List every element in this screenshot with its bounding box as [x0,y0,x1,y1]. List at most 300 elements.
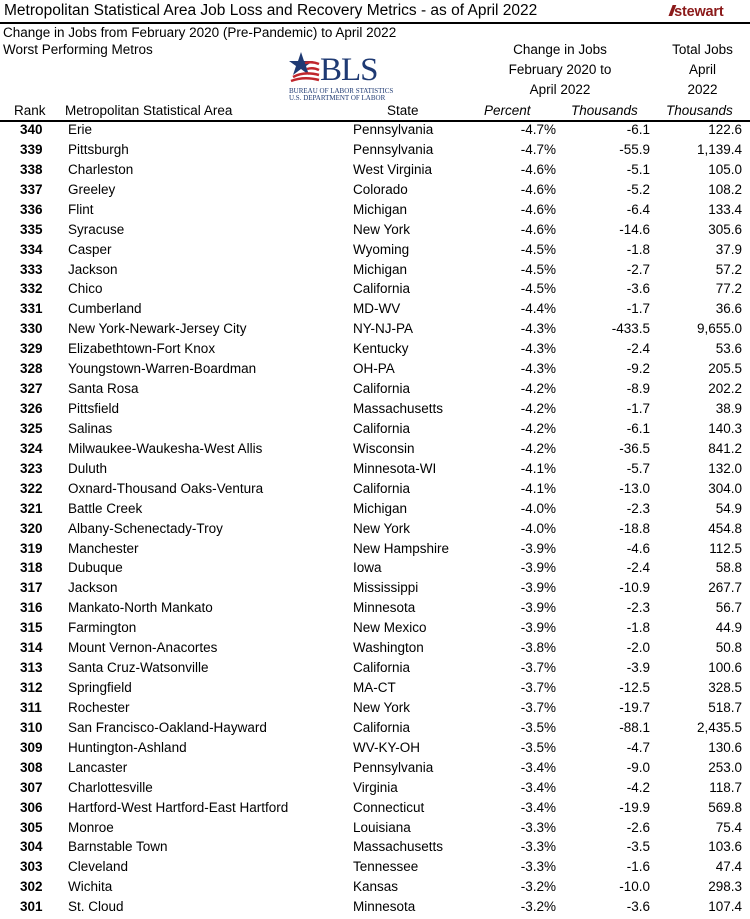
area-cell: New York-Newark-Jersey City [68,321,247,337]
area-cell: Rochester [68,699,130,715]
thousands-cell: -6.1 [626,122,650,137]
table-row [0,720,750,740]
area-cell: Cleveland [68,859,129,875]
thousands-cell: -1.8 [626,241,650,257]
table-row [0,640,750,660]
table-row [0,421,750,441]
total-cell: 56.7 [715,600,742,616]
total-cell: 58.8 [715,560,742,576]
area-cell: Pittsfield [68,401,120,417]
total-header-line2: April [688,62,716,77]
area-cell: Huntington-Ashland [68,739,187,755]
rank-cell: 306 [20,799,43,815]
total-cell: 53.6 [715,341,742,357]
area-cell: Duluth [68,460,108,476]
table-row [0,481,750,501]
total-cell: 47.4 [715,859,742,875]
thousands-cell: -19.7 [619,699,650,715]
area-cell: Flint [68,201,94,217]
thousands-cell: -10.9 [619,580,650,596]
state-cell: OH-PA [353,361,395,377]
rank-cell: 337 [20,181,43,197]
percent-cell: -4.6% [520,181,556,197]
percent-cell: -3.9% [520,580,556,596]
rank-cell: 310 [20,719,43,735]
total-cell: 57.2 [715,261,742,277]
total-cell: 122.6 [708,122,742,137]
state-cell: Massachusetts [353,401,444,417]
rank-cell: 333 [20,261,43,277]
percent-cell: -4.3% [520,321,556,337]
table-row [0,501,750,521]
percent-cell: -4.5% [520,261,556,277]
area-cell: Farmington [68,620,137,636]
percent-cell: -3.4% [520,779,556,795]
rank-cell: 320 [20,520,43,536]
thousands-cell: -1.7 [626,401,650,417]
thousands-cell: -14.6 [619,221,650,237]
thousands-cell: -10.0 [619,879,650,895]
area-cell: Albany-Schenectady-Troy [68,520,223,536]
stewart-logo [669,4,723,20]
state-cell: Michigan [353,500,408,516]
rank-cell: 334 [20,241,43,257]
total-cell: 205.5 [708,361,742,377]
total-cell: 50.8 [715,640,742,656]
table-row [0,541,750,561]
rank-cell: 307 [20,779,43,795]
rank-cell: 325 [20,420,43,436]
col-header-state: State [387,103,419,118]
rank-cell: 328 [20,361,43,377]
total-cell: 100.6 [708,660,742,676]
table-row [0,760,750,780]
state-cell: West Virginia [353,161,433,177]
table-row [0,740,750,760]
thousands-cell: -12.5 [619,680,650,696]
col-header-rank: Rank [14,103,46,118]
total-cell: 37.9 [715,241,742,257]
change-header-line2: February 2020 to [508,62,612,77]
percent-cell: -4.0% [520,500,556,516]
table-row [0,381,750,401]
state-cell: California [353,281,411,297]
table-row [0,281,750,301]
percent-cell: -3.4% [520,799,556,815]
state-cell: Pennsylvania [353,122,434,137]
thousands-cell: -3.9 [626,660,650,676]
area-cell: Springfield [68,680,132,696]
rank-cell: 303 [20,859,43,875]
rank-cell: 332 [20,281,43,297]
rank-cell: 319 [20,540,43,556]
bls-line2: U.S. DEPARTMENT OF LABOR [289,94,386,102]
rank-cell: 335 [20,221,43,237]
percent-cell: -3.9% [520,620,556,636]
state-cell: New York [353,699,411,715]
stewart-slash-icon: /// [669,4,673,20]
percent-cell: -4.1% [520,480,556,496]
percent-cell: -3.2% [520,879,556,895]
percent-cell: -3.3% [520,859,556,875]
col-header-percent: Percent [484,103,531,118]
total-cell: 36.6 [715,301,742,317]
col-header-area: Metropolitan Statistical Area [65,103,233,118]
state-cell: New Hampshire [353,540,450,556]
rank-cell: 329 [20,341,43,357]
state-cell: New Mexico [353,620,427,636]
total-cell: 202.2 [708,381,742,397]
state-cell: Iowa [353,560,382,576]
area-cell: Elizabethtown-Fort Knox [68,341,216,357]
percent-cell: -3.8% [520,640,556,656]
percent-cell: -4.3% [520,361,556,377]
rank-cell: 315 [20,620,43,636]
percent-cell: -4.2% [520,440,556,456]
total-cell: 77.2 [715,281,742,297]
total-cell: 103.6 [708,839,742,855]
table-row [0,879,750,899]
area-cell: Cumberland [68,301,142,317]
area-cell: Dubuque [68,560,123,576]
rank-cell: 308 [20,759,43,775]
table-row [0,820,750,840]
area-cell: Jackson [68,261,118,277]
area-cell: Casper [68,241,112,257]
state-cell: Mississippi [353,580,419,596]
percent-cell: -3.5% [520,719,556,735]
state-cell: Wyoming [353,241,410,257]
state-cell: WV-KY-OH [353,739,421,755]
table-row [0,262,750,282]
state-cell: Michigan [353,261,408,277]
thousands-cell: -4.7 [626,739,650,755]
rank-cell: 301 [20,899,43,915]
state-cell: Pennsylvania [353,141,434,157]
subtitle-change: Change in Jobs from February 2020 (Pre-Pandemic) to April 2022 [3,25,397,40]
thousands-cell: -36.5 [619,440,650,456]
bls-flag-icon [287,51,321,85]
table-row [0,600,750,620]
thousands-cell: -1.7 [626,301,650,317]
table-row [0,202,750,222]
total-cell: 9,655.0 [696,321,742,337]
state-cell: New York [353,520,411,536]
thousands-cell: -4.6 [626,540,650,556]
percent-cell: -4.6% [520,221,556,237]
thousands-cell: -9.0 [626,759,650,775]
report-title: Metropolitan Statistical Area Job Loss and Recovery Metrics - as of April 2022 [4,2,538,19]
title-divider [0,22,750,24]
thousands-cell: -9.2 [626,361,650,377]
change-group-header [490,40,630,100]
total-cell: 454.8 [708,520,742,536]
rank-cell: 322 [20,480,43,496]
table-row [0,620,750,640]
area-cell: Hartford-West Hartford-East Hartford [68,799,289,815]
percent-cell: -3.7% [520,680,556,696]
percent-cell: -4.2% [520,420,556,436]
table-row [0,700,750,720]
total-cell: 44.9 [715,620,742,636]
table-row [0,560,750,580]
thousands-cell: -1.6 [626,859,650,875]
area-cell: Pittsburgh [68,141,129,157]
area-cell: Chico [68,281,103,297]
total-header-line1: Total Jobs [672,42,733,57]
rank-cell: 309 [20,739,43,755]
percent-cell: -4.5% [520,281,556,297]
rank-cell: 316 [20,600,43,616]
table-row [0,321,750,341]
total-cell: 1,139.4 [696,141,742,157]
state-cell: California [353,381,411,397]
percent-cell: -3.9% [520,560,556,576]
state-cell: Tennessee [353,859,419,875]
rank-cell: 336 [20,201,43,217]
table-row [0,182,750,202]
table-row [0,521,750,541]
area-cell: Wichita [68,879,113,895]
area-cell: Erie [68,122,93,137]
table-row [0,341,750,361]
subtitle-worst: Worst Performing Metros [3,42,153,57]
total-cell: 298.3 [708,879,742,895]
change-header-line1: Change in Jobs [513,42,607,57]
area-cell: Monroe [68,819,114,835]
state-cell: California [353,719,411,735]
bls-logo [287,51,412,103]
thousands-cell: -88.1 [619,719,650,735]
total-cell: 54.9 [715,500,742,516]
table-row [0,899,750,919]
total-cell: 140.3 [708,420,742,436]
percent-cell: -4.7% [520,141,556,157]
rank-cell: 321 [20,500,43,516]
area-cell: Youngstown-Warren-Boardman [68,361,257,377]
rank-cell: 305 [20,819,43,835]
thousands-cell: -2.4 [626,560,650,576]
area-cell: Lancaster [68,759,128,775]
percent-cell: -3.7% [520,699,556,715]
thousands-cell: -8.9 [626,381,650,397]
thousands-cell: -5.2 [626,181,650,197]
total-cell: 133.4 [708,201,742,217]
area-cell: Santa Rosa [68,381,139,397]
area-cell: Salinas [68,420,113,436]
total-cell: 108.2 [708,181,742,197]
state-cell: Kansas [353,879,399,895]
percent-cell: -3.4% [520,759,556,775]
thousands-cell: -2.4 [626,341,650,357]
area-cell: Manchester [68,540,139,556]
rank-cell: 302 [20,879,43,895]
area-cell: Battle Creek [68,500,143,516]
rank-cell: 312 [20,680,43,696]
total-cell: 38.9 [715,401,742,417]
table-row [0,859,750,879]
thousands-cell: -3.6 [626,281,650,297]
bls-line1: BUREAU OF LABOR STATISTICS [289,87,394,95]
table-row [0,800,750,820]
rank-cell: 311 [20,699,42,715]
area-cell: San Francisco-Oakland-Hayward [68,719,267,735]
table-row [0,839,750,859]
state-cell: MD-WV [353,301,401,317]
thousands-cell: -3.5 [626,839,650,855]
percent-cell: -4.2% [520,401,556,417]
state-cell: California [353,420,411,436]
area-cell: Mankato-North Mankato [68,600,213,616]
table-row [0,401,750,421]
percent-cell: -4.7% [520,122,556,137]
area-cell: Oxnard-Thousand Oaks-Ventura [68,480,264,496]
thousands-cell: -19.9 [619,799,650,815]
percent-cell: -4.2% [520,381,556,397]
area-cell: St. Cloud [68,899,124,915]
col-header-thousands: Thousands [571,103,638,118]
area-cell: Jackson [68,580,118,596]
area-cell: Barnstable Town [68,839,168,855]
state-cell: Washington [353,640,424,656]
percent-cell: -3.3% [520,819,556,835]
table-row [0,441,750,461]
bls-wordmark: BLS [320,52,378,88]
state-cell: MA-CT [353,680,396,696]
table-row [0,461,750,481]
state-cell: Massachusetts [353,839,444,855]
thousands-cell: -55.9 [619,141,650,157]
state-cell: Louisiana [353,819,411,835]
total-cell: 130.6 [708,739,742,755]
table-row [0,122,750,142]
table-row [0,162,750,182]
thousands-cell: -18.8 [619,520,650,536]
percent-cell: -3.2% [520,899,556,915]
percent-cell: -4.3% [520,341,556,357]
thousands-cell: -1.8 [626,620,650,636]
percent-cell: -4.4% [520,301,556,317]
table-row [0,580,750,600]
total-cell: 518.7 [708,699,742,715]
percent-cell: -3.7% [520,660,556,676]
thousands-cell: -4.2 [626,779,650,795]
state-cell: Colorado [353,181,408,197]
area-cell: Greeley [68,181,116,197]
rank-cell: 339 [20,141,43,157]
table-row [0,142,750,162]
table-row [0,301,750,321]
area-cell: Charlottesville [68,779,153,795]
total-cell: 118.7 [709,779,742,795]
state-cell: Minnesota [353,600,416,616]
rank-cell: 324 [20,440,43,456]
total-cell: 304.0 [708,480,742,496]
state-cell: Wisconsin [353,440,415,456]
area-cell: Charleston [68,161,134,177]
total-group-header [655,40,750,100]
change-header-line3: April 2022 [529,82,591,97]
percent-cell: -3.3% [520,839,556,855]
rank-cell: 314 [20,640,43,656]
rank-cell: 318 [20,560,43,576]
total-header-line3: 2022 [687,82,718,97]
rank-cell: 327 [20,381,43,397]
area-cell: Syracuse [68,221,125,237]
thousands-cell: -2.3 [626,500,650,516]
area-cell: Santa Cruz-Watsonville [68,660,209,676]
rank-cell: 338 [20,161,43,177]
thousands-cell: -3.6 [626,899,650,915]
thousands-cell: -2.7 [626,261,650,277]
table-row [0,222,750,242]
rank-cell: 340 [20,122,43,137]
total-cell: 132.0 [708,460,742,476]
state-cell: Minnesota-WI [353,460,437,476]
thousands-cell: -5.1 [626,161,650,177]
total-cell: 107.4 [708,899,742,915]
percent-cell: -4.6% [520,201,556,217]
col-header-total: Thousands [666,103,733,118]
thousands-cell: -2.3 [626,600,650,616]
rank-cell: 304 [20,839,43,855]
total-cell: 75.4 [715,819,742,835]
total-cell: 112.5 [709,540,742,556]
state-cell: Michigan [353,201,408,217]
area-cell: Milwaukee-Waukesha-West Allis [68,440,263,456]
total-cell: 2,435.5 [696,719,742,735]
table-row [0,780,750,800]
percent-cell: -4.6% [520,161,556,177]
area-cell: Mount Vernon-Anacortes [68,640,218,656]
rank-cell: 317 [20,580,43,596]
thousands-cell: -433.5 [611,321,650,337]
percent-cell: -4.5% [520,241,556,257]
total-cell: 253.0 [708,759,742,775]
percent-cell: -3.5% [520,739,556,755]
state-cell: California [353,660,411,676]
state-cell: Pennsylvania [353,759,434,775]
thousands-cell: -6.4 [626,201,650,217]
state-cell: NY-NJ-PA [353,321,414,337]
percent-cell: -3.9% [520,540,556,556]
state-cell: New York [353,221,411,237]
thousands-cell: -13.0 [619,480,650,496]
thousands-cell: -6.1 [626,420,650,436]
percent-cell: -4.0% [520,520,556,536]
total-cell: 841.2 [708,440,742,456]
total-cell: 569.8 [708,799,742,815]
percent-cell: -3.9% [520,600,556,616]
table-row [0,660,750,680]
state-cell: Virginia [353,779,398,795]
state-cell: Minnesota [353,899,416,915]
stewart-logo-text: stewart [674,4,724,20]
total-cell: 328.5 [708,680,742,696]
table-row [0,680,750,700]
total-cell: 305.6 [708,221,742,237]
rank-cell: 323 [20,460,43,476]
thousands-cell: -5.7 [626,460,650,476]
state-cell: Kentucky [353,341,409,357]
total-cell: 105.0 [708,161,742,177]
state-cell: California [353,480,411,496]
rank-cell: 313 [20,660,43,676]
thousands-cell: -2.6 [626,819,650,835]
rank-cell: 326 [20,401,43,417]
total-cell: 267.7 [708,580,742,596]
thousands-cell: -2.0 [626,640,650,656]
